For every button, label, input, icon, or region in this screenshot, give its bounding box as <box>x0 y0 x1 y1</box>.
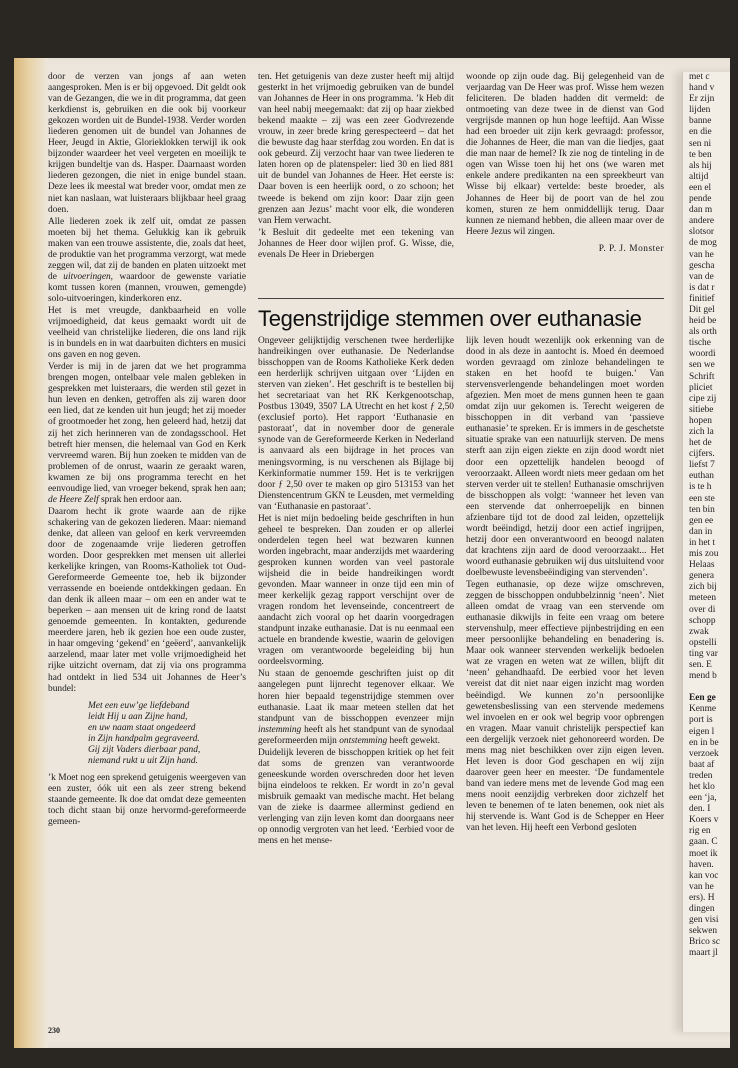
article1-column-1 <box>48 72 246 829</box>
adjacent-page-line: dan in <box>689 526 713 537</box>
adjacent-page-line: sekwen <box>689 926 718 937</box>
adjacent-page-line: een ‘ja, <box>689 793 717 804</box>
paragraph: Ongeveer gelijktijdig verschenen twee herderlijke handreikingen over euthanasie. De Nederlandse bisschoppen van de Rooms Katholieke Kerk deden een herderlijk schrijven uitgaan over ‘Lijden en sterven van zieken’. Het geschrift is te bestellen bij het secretariaat van het RK Kerkgenootschap, Postbus 13049, 3507 LA Utrecht en het kost ƒ 2,50 (exclusief porto). Het rapport ‘Euthanasie en pastoraat’, dat in november door de generale synode van de Gereformeerde Kerken in Nederland is aanvaard als een bijdrage in het proces van meningsvorming, is nu verschenen als Bijlage bij Kerkinformatie nummer 159. Het is te verkrijgen door ƒ 2,50 over te maken op giro 513153 van het Dienstencentrum GKN te Leusden, met vermelding van ‘Euthanasie en pastoraat’. <box>258 336 454 512</box>
adjacent-page-line: ten bin <box>689 504 715 515</box>
adjacent-page-line: is te h <box>689 482 712 493</box>
adjacent-page-line: cijfers. <box>689 449 715 460</box>
adjacent-page-line: een el <box>689 182 712 193</box>
adjacent-page-line: haven. <box>689 859 714 870</box>
adjacent-page-line: port is <box>689 715 713 726</box>
emphasis-ontstemming: ontstemming <box>339 735 388 746</box>
adjacent-page-line: altijd <box>689 171 709 182</box>
adjacent-page-line: het klo <box>689 782 715 792</box>
adjacent-page-line: hand v <box>689 83 715 94</box>
adjacent-page-line: in het t <box>689 537 716 548</box>
adjacent-page-line: tische <box>689 338 711 349</box>
adjacent-page-line: dingen <box>689 904 715 915</box>
adjacent-page-line: en die <box>689 127 712 138</box>
author-signature: P. P. J. Monster <box>598 243 664 254</box>
paragraph: ten. Het getuigenis van deze zuster heeft mij altijd gesterkt in het vrijmoedig gebruiken van de bundel van Johannes de Heer in ons programma. ’k Heb dit van heel nabij meegemaakt: dat zij op haar ziekbed bekend maakte – zij was een zeer Godvrezende vrouw, in zeer brede kring gerespecteerd – dat het die bewuste dag haar sterfdag zou worden. En dat is ook gebeurd. Zij verzocht haar van twee liederen te laten horen op de platenspeler: lied 30 en lied 881 uit de bundel van Johannes de Heer. Het eerste is: Daar boven is een heerlijk oord, o zo schoon; het tweede is bekend om zijn koor: Daar zijn geen grenzen aan Jezus’ macht voor elk, die wonderen van Hem verwacht. <box>258 72 454 226</box>
emphasis-uitvoeringen: uitvoeringen, <box>63 271 114 282</box>
article2-column-left <box>258 336 454 848</box>
adjacent-page-line: van de <box>689 271 714 282</box>
adjacent-page-line: sen we <box>689 360 715 371</box>
adjacent-page-line: van he <box>689 249 714 260</box>
poem-line: Met een euw’ge liefdeband <box>88 700 190 711</box>
adjacent-page-line: Helaas <box>689 560 715 571</box>
poem-line: leidt Hij u aan Zijne hand, <box>88 711 188 722</box>
adjacent-page-line: finitief <box>689 293 715 304</box>
adjacent-page-line: hopen <box>689 415 712 426</box>
adjacent-page-line <box>683 682 730 693</box>
poem-line: Gij zijt Vaders dierbaar pand, <box>88 744 201 755</box>
page-number: 230 <box>48 1026 60 1035</box>
emphasis-heere-zelf: de Heere Zelf <box>48 494 99 505</box>
adjacent-page-line: rig en <box>689 826 711 837</box>
adjacent-page-line: moet ik <box>689 848 718 859</box>
adjacent-page-line: gaan. C <box>689 837 718 848</box>
article2-column-right <box>466 336 664 835</box>
adjacent-page-line: kan voc <box>689 870 719 881</box>
paragraph: Het is met vreugde, dankbaarheid en volle vrijmoedigheid, dat keus gemaakt wordt uit de veelheid van christelijke liederen, die ons land rijk is in bundels en in wat daarbuiten dichters en musici ons gaven en nog geven. <box>48 305 246 361</box>
adjacent-page-line: heid be <box>689 316 717 327</box>
adjacent-page-line: treden <box>689 770 713 781</box>
adjacent-page-line: Een ge <box>689 693 716 704</box>
adjacent-page-line: als hij <box>689 160 712 171</box>
poem-line: niemand rukt u uit Zijn hand. <box>88 755 198 766</box>
adjacent-page-line: lijden <box>689 105 711 116</box>
adjacent-page-line: slotsor <box>689 227 715 238</box>
emphasis-instemming: instemming <box>258 724 302 735</box>
paragraph: Tegen euthanasie, op deze wijze omschreven, zeggen de bisschoppen ondubbelzinnig ‘neen’. Niet alleen omdat de vraag van een stervende om euthanasie dikwijls in feite een vraag om betere stervenshulp, meer effectieve pijnbestrijding en een meer persoonlijke behandeling en benadering is. Maar ook wanneer stervenden werkelijk bedoelen wat ze vragen en weten wat ze willen, blijft dit ‘neen’ gehandhaafd. De eerbied voor het leven vereist dat dit niet naar eigen inzicht mag worden beëindigd. We kunnen zo’n persoonlijke gewetensbeslissing van een stervende medemens wel invoelen en er ook wel begrip voor opbrengen en vragen. Maar vanuit christelijk perspectief kan een dergelijk verzoek niet gehonoreerd worden. De mens mag niet beschikken over zijn eigen leven. Het leven is door God geschapen en wij zijn daarover geen heer en meester. ‘De fundamentele band van iedere mens met de levende God mag een mens nooit eenzijdig verbreken door zichzelf het leven te benemen of te laten benemen, ook niet als hij stervende is. Want God is de Schepper en Heer van het leven. Hij heeft een Verbond gesloten <box>466 580 664 834</box>
adjacent-page-line: Schrift <box>689 371 715 382</box>
paragraph: Daarom hecht ik grote waarde aan de rijke schakering van de gekozen liederen. Maar: niemand denke, dat alleen van geloof en kerk vervreemden door de zogenaamde vrije liederen getroffen worden. Door gesprekken met mensen uit allerlei kerkelijke kringen, van Rooms-Katholiek tot Oud-Gereformeerde Gemeente toe, heb ik bijzonder verrassende en boeiende ontdekkingen gedaan. En dan denk ik alleen maar – om een en ander wat te beperken – aan mensen uit de kring rond de laatst genoemde gemeenten. In kontakten, gedurende meerdere jaren, heb ik gezien hoe een oude zuster, in haar omgeving ‘gekend’ en ‘geëerd’, aanvankelijk aarzelend, maar later met volle vrijmoedigheid het rijke uitzicht overnam, dat zij via ons programma had ontdekt in lied 534 uit Johannes de Heer’s bundel: <box>48 506 246 694</box>
paragraph: ’k Besluit dit gedeelte met een tekening van Johannes de Heer door wijlen prof. G. Wisse, die, evenals De Heer in Driebergen <box>258 227 454 260</box>
adjacent-page-line: de mog <box>689 238 717 249</box>
adjacent-page-line: gen visi <box>689 915 719 926</box>
poem-line: en uw naam staat ongedeerd <box>88 722 196 733</box>
adjacent-page-line: liefst 7 <box>689 460 715 471</box>
adjacent-page-line: dan m <box>689 205 713 216</box>
book-spine-shadow <box>14 58 48 1048</box>
adjacent-page-line: den. I <box>689 804 711 815</box>
adjacent-page-line: zich bij <box>689 582 717 593</box>
adjacent-page-line: eigen l <box>689 726 715 737</box>
adjacent-page-line: Brico sc <box>689 937 720 948</box>
magazine-page <box>14 58 730 1048</box>
adjacent-page-line: Dit gel <box>689 304 715 315</box>
adjacent-page-line: gen ee <box>689 515 714 526</box>
quoted-poem <box>88 701 246 767</box>
adjacent-page-line: van he <box>689 881 714 892</box>
adjacent-page-line: schopp <box>689 615 716 626</box>
adjacent-page-line: baat af <box>689 759 715 770</box>
adjacent-page-line: verzoek <box>689 748 719 759</box>
paragraph: Het is niet mijn bedoeling beide geschriften in hun geheel te bespreken. Dan zouden er op allerlei onderdelen tegen heel wat bezwaren kunnen worden ingebracht, maar anderzijds met waardering gesproken kunnen worden van veel pastorale wijsheid die in beide handreikingen wordt gevonden. Maar wanneer in onze tijd een min of meer kerkelijk gezag rapport verschijnt over de vragen rondom het levenseinde, concentreert de aandacht zich vooral op het daarin voorgedragen standpunt inzake euthanasie. Dat is nu eenmaal een actuele en brandende kwestie, waarin de gelovigen vragen om verantwoorde begeleiding bij hun oordeelsvorming. <box>258 513 454 668</box>
paragraph: door de verzen van jongs af aan weten aangesproken. Men is er bij opgevoed. Dit geldt ook van de Gezangen, die we in dit programma, dat geen kerkdienst is, gebruiken en die ook bij voorkeur gekozen worden uit de Bundel-1938. Verder worden liederen genomen uit de bundel van Johannes de Heer, Jeugd in Aktie, Glorieklokken terwijl ik ook bijzonder waardeer het veel vergeten en moeilijk te krijgen bundeltje van ds. Hasper. Daarnaast worden liederen gezongen, die niet in enige bundel staan. Deze lees ik meestal wat breder voor, omdat men ze niet kan naslaan, wat luisteraars blijkbaar heel graag doen. <box>48 72 246 215</box>
adjacent-page-line: genera <box>689 571 714 582</box>
adjacent-page-line: sen ni <box>689 138 712 149</box>
paragraph: ’k Moet nog een sprekend getuigenis weergeven van een zuster, óók uit een als zeer streng bekend staande gemeente. Ik doe dat omdat deze gemeenten toch dicht staan bij onze hervormd-gereformeerde gemeen- <box>48 772 246 828</box>
adjacent-page-line: mis zou <box>689 549 719 560</box>
adjacent-page-line: cipe zij <box>689 393 717 404</box>
adjacent-page-line: euthan <box>689 471 714 482</box>
poem-line: in Zijn handpalm gegraveerd. <box>88 733 200 744</box>
paragraph: Nu staan de genoemde geschriften juist op dit aangelegen punt lijnrecht tegenover elkaar. We horen hier bepaald tegenstrijdige stemmen over euthanasie. Laat ik maar meteen stellen dat het standpunt van de bisschoppen evenzeer mijn instemming heeft als het standpunt van de synodaal gereformeerden mijn ontstemming heeft gewekt. <box>258 669 454 746</box>
adjacent-page-line: ers). H <box>689 892 715 903</box>
adjacent-page-line: als orth <box>689 327 717 338</box>
adjacent-page-line: zwak <box>689 626 709 637</box>
adjacent-page-line: zich la <box>689 427 714 437</box>
adjacent-page-line: mend b <box>689 671 717 682</box>
adjacent-page-edge <box>682 72 730 1032</box>
paragraph: Duidelijk leveren de bisschoppen kritiek op het feit dat soms de grenzen van verantwoorde geneeskunde worden overschreden door het leven bijna eindeloos te rekken. Er wordt in zo’n geval misbruik gemaakt van medische macht. Het belang van de zieke is daarmee allerminst gediend en verlenging van zijn leven komt dan doorgaans neer op onnodig vergroten van het leed. ‘Eerbied voor de mens en het mense- <box>258 747 454 847</box>
adjacent-page-line: meteen <box>689 593 717 604</box>
adjacent-page-line: maart jl <box>689 948 718 959</box>
adjacent-page-line: ting var <box>689 648 718 659</box>
adjacent-page-line: over di <box>689 604 716 615</box>
adjacent-page-line: opstelli <box>689 637 717 648</box>
paragraph: Verder is mij in de jaren dat we het programma brengen mogen, ontelbaar vele malen gebleken in gesprekken met luisteraars, die werden stil gezet in hun leven en denken, getroffen als zij waren door een lied, dat ze kenden uit hun jeugd; het zij moeder of grootmoeder het zong, hen geleerd had, hetzij dat zij het zich herinneren van de zondagsschool. Het betreft hier mensen, die helemaal van God en Kerk vervreemd waren. Bij hun zoeken te midden van de problemen of de onrust, waarin ze geraakt waren, kwamen ze bij ons programma terecht en het eenvoudige lied, van vroeger bekend, sprak hen aan; de Heere Zelf sprak hen erdoor aan. <box>48 362 246 505</box>
paragraph: lijk leven houdt wezenlijk ook erkenning van de dood in als deze in aantocht is. Moed én deemoed worden gevraagd om zinloze behandelingen te staken en het hoofd te buigen.’ Van stervensverlengende behandelingen moet worden afgezien. Men moet de mens gunnen heen te gaan omdat zijn uur gekomen is. Terecht weigeren de bisschoppen in dit verband van ‘passieve euthanasie’ te spreken. Er is immers in de geschetste situatie sprake van een natuurlijk sterven. De mens sterft aan zijn eigen ziekte en zijn dood wordt niet door een opzettelijk handelen beoogd of veroorzaakt. Alleen wordt niets meer gedaan om het sterven verder uit te stellen! Euthanasie omschrijven de bisschoppen als volgt: ‘wanneer het leven van een stervende dat onherroepelijk en binnen afzienbare tijd tot de dood zal leiden, opzettelijk wordt beëindigd, hetzij door een actief ingrijpen, hetzij door een onverantwoord en beoogd nalaten dat krachtens zijn aard de dood veroorzaakt... Het woord euthanasie gebruiken wij dus uitsluitend voor doelbewuste levensbeëindiging van stervenden’. <box>466 336 664 578</box>
adjacent-page-line: en in be <box>689 737 719 748</box>
paragraph: woonde op zijn oude dag. Bij gelegenheid van de verjaardag van De Heer was prof. Wisse hem wezen feliciteren. De bladen hadden dit vermeld: de ontmoeting van deze twee in de dienst van God vergrijsde mannen op hun hoge leeftijd. Aan Wisse had een broeder uit zijn kerk gevraagd: professor, die Johannes de Heer, die man van die liedjes, gaat die man naar de hemel? Ik zie nog de tinteling in de ogen van Wisse toen hij het ons (we waren met enkele andere predikanten na een spreekbeurt van Wisse bij elkaar) vertelde: beste broeder, als Johannes de Heer bij de poort van de hel zou komen, sturen ze hem onmiddellijk terug. Daar kunnen ze niemand hebben, die alleen maar over de Heere Jezus wil zingen. <box>466 72 664 237</box>
adjacent-page-line: met c <box>689 72 710 82</box>
article-divider <box>258 298 664 299</box>
adjacent-page-line: gescha <box>689 260 715 271</box>
adjacent-page-line: andere <box>689 216 714 227</box>
adjacent-page-line: banne <box>689 116 712 127</box>
article1-column-2 <box>258 72 454 262</box>
adjacent-page-line: pende <box>689 194 712 205</box>
adjacent-page-line: woordi <box>689 349 716 360</box>
adjacent-page-line: sen. E <box>689 659 712 670</box>
article1-column-3 <box>466 72 664 255</box>
adjacent-page-line: Koers v <box>689 815 719 826</box>
adjacent-page-line: is dat r <box>689 282 715 293</box>
adjacent-page-line: Kenme <box>689 704 717 715</box>
adjacent-page-line: Er zijn <box>689 94 715 105</box>
adjacent-page-line: te ben <box>689 149 712 160</box>
adjacent-page-line: een ste <box>689 493 715 504</box>
adjacent-page-line: sitiebe <box>689 404 714 415</box>
article2-headline: Tegenstrijdige stemmen over euthanasie <box>258 306 642 331</box>
paragraph: Alle liederen zoek ik zelf uit, omdat ze passen moeten bij het thema. Gelukkig kan ik gebruik maken van een trouwe assistente, die, zoals dat heet, de produktie van het programma verzorgt, wat mede zeggen wil, dat zij de banden en platen uitzoekt met de uitvoeringen, waardoor de gewenste variatie komt tussen koren (mannen, vrouwen, gemengde) solo-uitvoeringen, kinderkoren enz. <box>48 216 246 304</box>
adjacent-page-line: het de <box>689 438 712 449</box>
adjacent-page-line: pliciet <box>689 382 713 393</box>
